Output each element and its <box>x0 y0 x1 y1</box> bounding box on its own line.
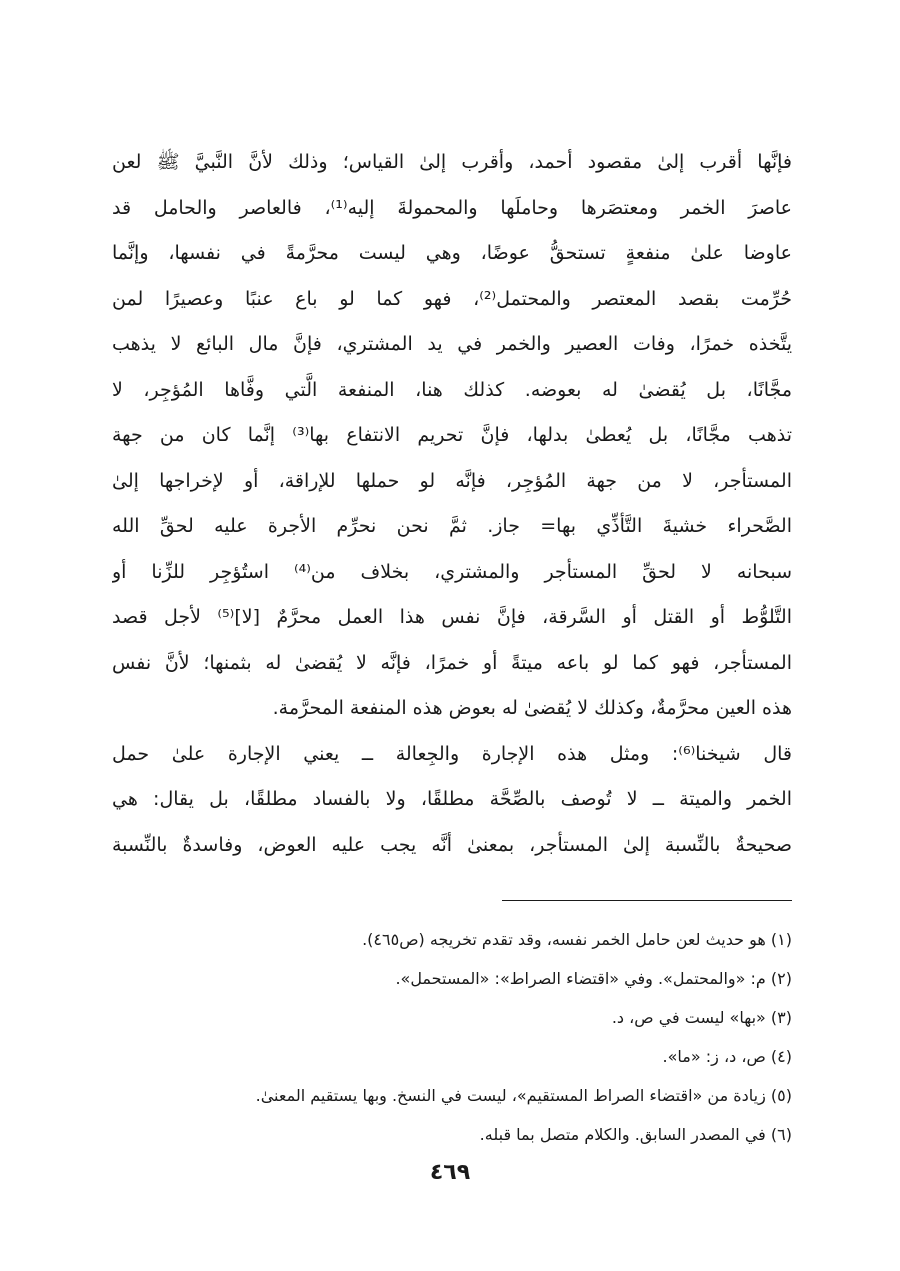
text-line: التَّلوُّط أو القتل أو السَّرقة، فإنَّ نفس هذا العمل محرَّمٌ [لا]⁽⁵⁾ لأجل قصد <box>112 606 792 628</box>
text-line: يتَّخذه خمرًا، وفات العصير والخمر في يد المشتري، فإنَّ مال البائع لا يذهب <box>112 333 792 355</box>
text-line: مجَّانًا، بل يُقضىٰ له بعوضه. كذلك هنا، المنفعة الَّتي وفَّاها المُؤجِر، لا <box>112 378 792 401</box>
text-line: صحيحةٌ بالنِّسبة إلىٰ المستأجر، بمعنىٰ أنَّه يجب عليه العوض، وفاسدةٌ بالنِّسبة <box>112 833 792 856</box>
text-line: حُرِّمت بقصد المعتصر والمحتمل⁽²⁾، فهو كما لو باع عنبًا وعصيرًا لمن <box>112 287 792 310</box>
footnote: (٦) في المصدر السابق. والكلام متصل بما قبله. <box>479 1125 792 1144</box>
text-line: عاوضا علىٰ منفعةٍ تستحقُّ عوضًا، وهي ليست محرَّمةً في نفسها، وإنَّما <box>112 242 792 264</box>
footnote-divider <box>502 900 792 901</box>
main-text <box>112 140 792 868</box>
page-number: ٤٦٩ <box>429 1160 471 1185</box>
text-line: فإنَّها أقرب إلىٰ مقصود أحمد، وأقرب إلىٰ القياس؛ وذلك لأنَّ النَّبيَّ ﷺ لعن <box>112 151 792 173</box>
footnote: (٣) «بها» ليست في ص، د. <box>611 1008 792 1027</box>
text-line: الخمر والميتة ــ لا تُوصف بالصِّحَّة مطلقًا، ولا بالفساد مطلقًا، بل يقال: هي <box>112 788 792 810</box>
text-line: عاصرَ الخمر ومعتصَرها وحاملَها والمحمولةَ إليه⁽¹⁾، فالعاصر والحامل قد <box>112 196 792 219</box>
text-line: سبحانه لا لحقِّ المستأجر والمشتري، بخلاف من⁽⁴⁾ استُؤجِر للزِّنا أو <box>112 560 792 583</box>
footnote: (٢) م: «والمحتمل». وفي «اقتضاء الصراط»: «المستحمل». <box>395 969 792 988</box>
footnote: (٥) زيادة من «اقتضاء الصراط المستقيم»، ليست في النسخ. وبها يستقيم المعنىٰ. <box>255 1086 792 1105</box>
text-line: المستأجر، فهو كما لو باعه ميتةً أو خمرًا، فإنَّه لا يُقضىٰ له بثمنها؛ لأنَّ نفس <box>112 651 792 674</box>
text-line: قال شيخنا⁽⁶⁾: ومثل هذه الإجارة والجِعالة ــ يعني الإجارة علىٰ حمل <box>112 742 792 765</box>
footnote: (١) هو حديث لعن حامل الخمر نفسه، وقد تقدم تخريجه (ص٤٦٥). <box>362 930 792 949</box>
text-line: تذهب مجَّانًا، بل يُعطىٰ بدلها، فإنَّ تحريم الانتفاع بها⁽³⁾ إنَّما كان من جهة <box>112 424 792 446</box>
footnotes <box>112 920 792 1154</box>
text-line: هذه العين محرَّمةٌ، وكذلك لا يُقضىٰ له بعوض هذه المنفعة المحرَّمة. <box>272 697 792 719</box>
text-line: الصَّحراء خشيةَ التَّأذِّي بها= جاز. ثمَّ نحن نحرِّم الأجرة عليه لحقِّ الله <box>112 515 792 537</box>
footnote: (٤) ص، د، ز: «ما». <box>662 1047 792 1066</box>
text-line: المستأجر، لا من جهة المُؤجِر، فإنَّه لو حملها للإراقة، أو لإخراجها إلىٰ <box>112 469 792 492</box>
